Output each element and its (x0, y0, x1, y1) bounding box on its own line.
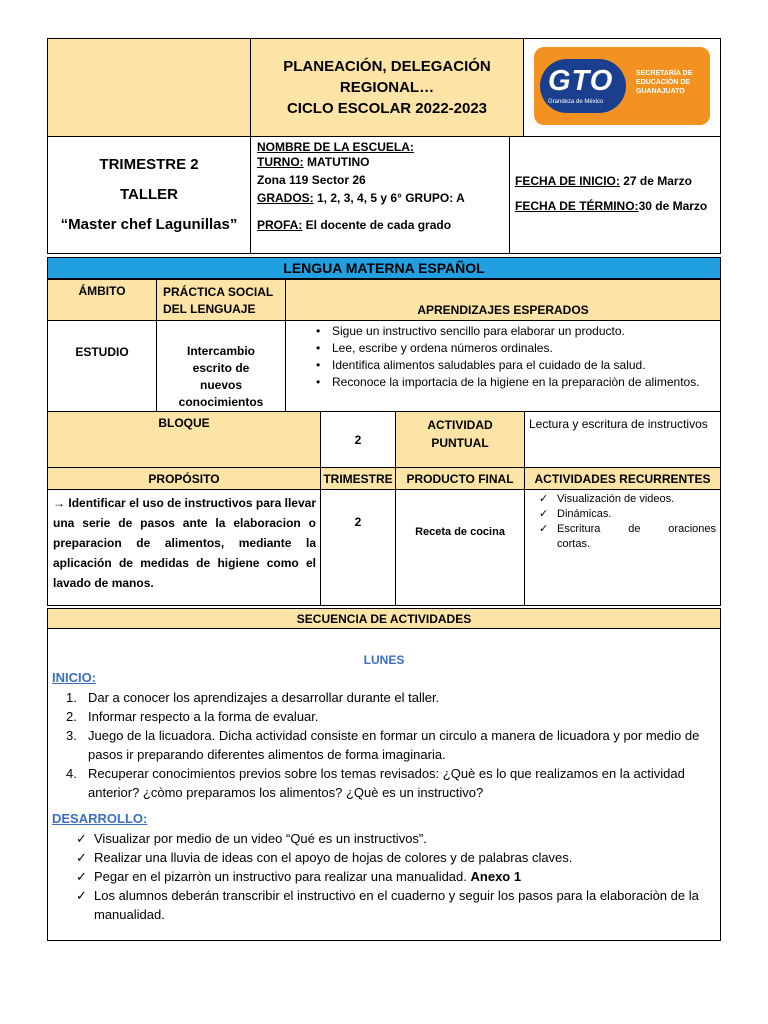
desarrollo-item (72, 867, 714, 886)
aprendizaje-item: • Lee, escribe y ordena números ordinales. (304, 340, 716, 357)
td-proposito: → Identificar el uso de instructivos para llevar una serie de pasos ante la elaboracion o preparacion de alimentos, mediante la aplicación de medidas de higiene como el lavado de manos. (47, 489, 321, 606)
grados-line (257, 190, 503, 206)
desarrollo-label: DESARROLLO: (52, 811, 148, 826)
th-trimestre: TRIMESTRE (320, 467, 396, 490)
title-line-1: PLANEACIÓN, DELEGACIÓN (283, 58, 491, 75)
th-producto: PRODUCTO FINAL (395, 467, 525, 490)
inicio-item-number: 4. (66, 766, 77, 781)
desarrollo-item: ✓ Realizar una lluvia de ideas con el apoyo de hojas de colores y de palabras claves. (72, 848, 714, 867)
inicio-item-text: Recuperar conocimientos previos sobre los temas revisados: ¿Què es lo que realizamos en la actividad anterior? ¿còmo preparamos los alimentos? ¿Què es un instructivo? (88, 766, 685, 800)
section-secuencia: SECUENCIA DE ACTIVIDADES (47, 608, 721, 629)
secuencia-body (47, 628, 721, 941)
actividad-recurrente: ✓ Visualización de videos. (535, 492, 716, 507)
th-practica (156, 279, 286, 321)
taller-name: “Master chef Lagunillas” (60, 216, 238, 233)
anexo-label: Anexo 1 (470, 869, 522, 884)
practica-line-3: nuevos (199, 378, 242, 392)
inicio-item (48, 707, 716, 726)
inicio-list (48, 688, 720, 802)
inicio-item (48, 688, 716, 707)
profa-value: El docente de cada grado (302, 218, 452, 232)
inicio-item-number: 3. (66, 728, 77, 743)
practica-line-2: escrito de (192, 361, 250, 375)
actividad-recurrente: ✓ Dinámicas. (535, 507, 716, 522)
practica-line-1: Intercambio (186, 344, 255, 358)
gto-logo (534, 47, 710, 125)
actividad-puntual-value: Lectura y escritura de instructivos (524, 411, 721, 468)
inicio-item-text: Informar respecto a la forma de evaluar. (88, 709, 319, 724)
desarrollo-item-text: Pegar en el pizarròn un instructivo para realizar una manualidad. (94, 869, 467, 884)
fecha-inicio (515, 173, 715, 189)
header-left-blank (47, 38, 251, 137)
title-line-3: CICLO ESCOLAR 2022-2023 (286, 100, 488, 117)
day-label: LUNES (363, 653, 405, 667)
actividad-puntual-label (395, 411, 525, 468)
td-ambito: ESTUDIO (47, 320, 157, 412)
info-fechas-cell (509, 136, 721, 254)
actividad-recurrente: ✓ Escritura de oraciones cortas. (535, 522, 716, 552)
td-aprendizajes (285, 320, 721, 412)
practica-line-4: conocimientos (178, 395, 264, 409)
aprendizaje-item: • Reconoce la importacia de la higiene en la preparaciòn de alimentos. (304, 374, 716, 391)
gto-logo-text: GTO (548, 65, 614, 97)
bloque-label: BLOQUE (47, 411, 321, 468)
grados-label: GRADOS: (257, 191, 314, 205)
th-practica-2: DEL LENGUAJE (163, 302, 256, 316)
aprendizaje-item: • Sigue un instructivo sencillo para elaborar un producto. (304, 323, 716, 340)
header-logo-cell (523, 38, 721, 137)
profa-label: PROFA: (257, 218, 303, 232)
desarrollo-item: ✓ Los alumnos deberán transcribir el instructivo en el cuaderno y seguir los pasos para la elaboraciòn de la manualidad. (72, 886, 714, 924)
info-trimestre-cell (47, 136, 251, 254)
profa-line (257, 218, 503, 233)
fecha-termino-label: FECHA DE TÉRMINO: (515, 199, 639, 213)
taller-label: TALLER (119, 186, 179, 203)
zona-line: Zona 119 Sector 26 (257, 173, 366, 187)
fecha-inicio-value: 27 de Marzo (619, 174, 692, 188)
bloque-value: 2 (320, 411, 396, 468)
td-practica (156, 320, 286, 412)
th-proposito: PROPÓSITO (47, 467, 321, 490)
fecha-termino-value: 30 de Marzo (638, 199, 708, 213)
turno-label: TURNO: (257, 155, 304, 169)
inicio-item (48, 726, 716, 764)
title-line-2: REGIONAL… (339, 79, 435, 96)
turno-value: MATUTINO (303, 155, 370, 169)
inicio-item-number: 1. (66, 690, 77, 705)
actividad-label-1: ACTIVIDAD (427, 418, 493, 432)
secretaria-text: SECRETARÍA DE EDUCACIÓN DE GUANAJUATO (636, 70, 693, 95)
inicio-item (48, 764, 716, 802)
inicio-label: INICIO: (52, 670, 97, 685)
inicio-item-text: Dar a conocer los aprendizajes a desarrollar durante el taller. (88, 690, 440, 705)
td-producto: Receta de cocina (395, 489, 525, 606)
inicio-item-number: 2. (66, 709, 77, 724)
grados-value: 1, 2, 3, 4, 5 y 6° GRUPO: A (313, 191, 465, 205)
header-title (250, 38, 524, 137)
info-escuela-cell (250, 136, 510, 254)
th-aprendizajes: APRENDIZAJES ESPERADOS (285, 279, 721, 321)
desarrollo-list (72, 829, 718, 924)
inicio-item-text: Juego de la licuadora. Dicha actividad consiste en formar un circulo a manera de licuadora y por medio de pasos ir preparando diferentes alimentos de forma imaginaria. (88, 728, 700, 762)
gto-logo-sub: Grandeza de México (548, 99, 604, 105)
fecha-inicio-label: FECHA DE INICIO: (515, 174, 620, 188)
th-practica-1: PRÁCTICA SOCIAL (163, 285, 274, 299)
actividad-label-2: PUNTUAL (431, 436, 489, 450)
fecha-termino (515, 198, 715, 214)
escuela-label: NOMBRE DE LA ESCUELA: (257, 140, 414, 154)
td-actividades (524, 489, 721, 606)
td-trimestre: 2 (320, 489, 396, 606)
th-ambito: ÁMBITO (47, 279, 157, 321)
aprendizaje-item: • Identifica alimentos saludables para el cuidado de la salud. (304, 357, 716, 374)
desarrollo-item: ✓ Visualizar por medio de un video “Qué es un instructivos”. (72, 829, 714, 848)
th-actividades: ACTIVIDADES RECURRENTES (524, 467, 721, 490)
trimestre-label: TRIMESTRE 2 (99, 156, 199, 173)
section-lengua: LENGUA MATERNA ESPAÑOL (47, 257, 721, 279)
turno-line (257, 155, 503, 170)
